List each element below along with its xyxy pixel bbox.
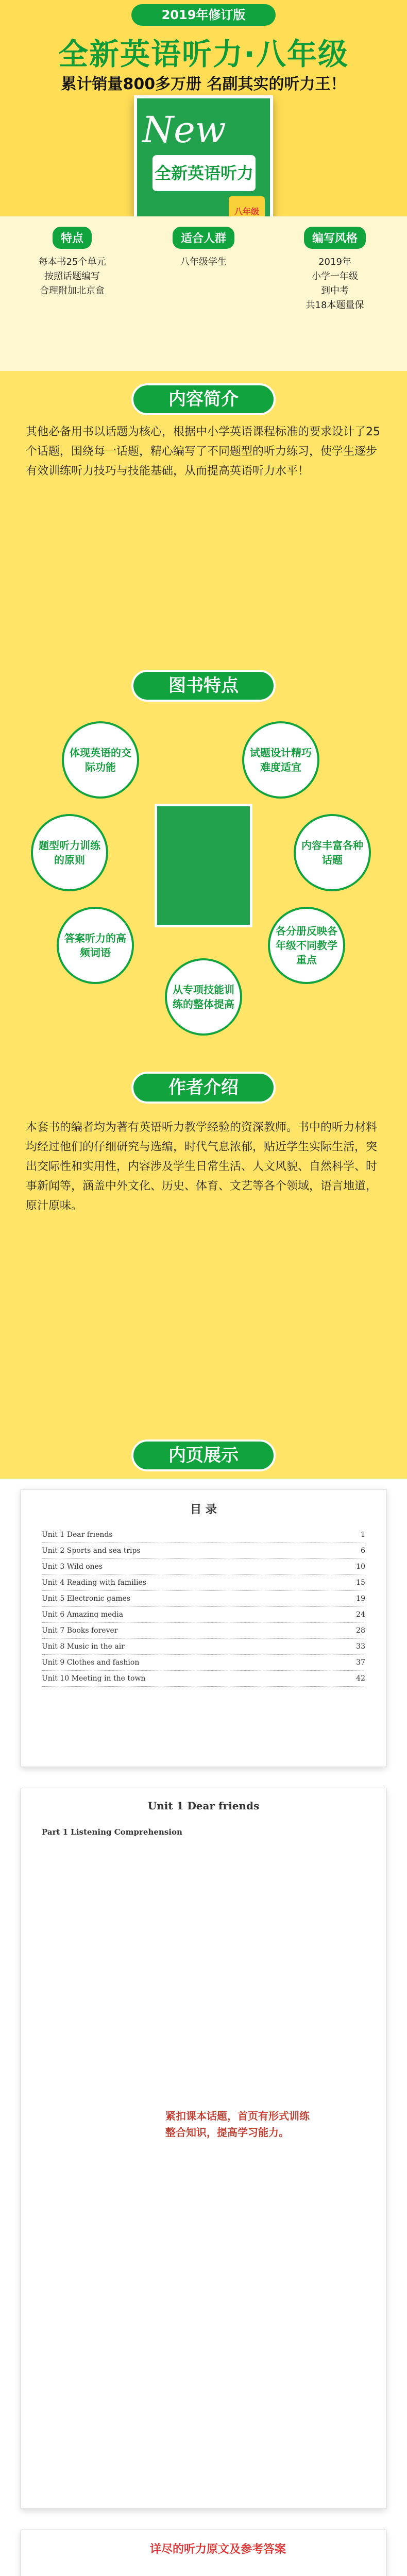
book-features-heading: 图书特点: [131, 670, 276, 702]
book-grade: 八年级: [229, 196, 265, 216]
toc-unit-name: Unit 4 Reading with families: [42, 1579, 147, 1587]
author-text: 本套书的编者均为著有英语听力教学经验的资深教师。书中的听力材料均经过他们的仔细研究与选编，时代气息浓郁，贴近学生实际生活，突出交际性和实用性，内容涉及学生日常生活、人文风貌、自然科学、时事新闻等，涵盖中外文化、历史、体育、文艺等各个领域，语言地道，原汁原味。: [26, 1121, 378, 1212]
toc-unit-page: 1: [361, 1531, 365, 1539]
main-title: 全新英语听力·八年级: [58, 37, 349, 72]
edition-badge: 2019年修订版: [131, 4, 276, 26]
toc-unit-page: 24: [356, 1611, 365, 1619]
answers-page: [21, 2530, 386, 2576]
toc-unit-name: Unit 8 Music in the air: [42, 1642, 125, 1651]
toc-unit-name: Unit 3 Wild ones: [42, 1563, 103, 1571]
toc-unit-page: 28: [356, 1626, 365, 1635]
feature-body: 八年级学生: [180, 257, 227, 267]
feature-bubble: 体现英语的交际功能: [62, 721, 139, 799]
intro-heading: 内容简介: [131, 383, 276, 415]
toc-unit-page: 6: [361, 1547, 365, 1555]
toc-unit-page: 33: [356, 1642, 365, 1651]
toc-row: [42, 1623, 365, 1639]
feature-body: 每本书25个单元 按照话题编写 合理附加北京盒: [38, 257, 106, 296]
feature-heading: 适合人群: [173, 227, 234, 249]
toc-unit-page: 19: [356, 1595, 365, 1603]
tagline: 累计销量800多万册 名副其实的听力王！: [61, 75, 346, 93]
toc-list: [42, 1527, 365, 1687]
feature-bubble: 题型听力训练的原则: [31, 814, 108, 891]
toc-title: 目 录: [190, 1503, 217, 1516]
intro-section: [0, 371, 407, 659]
feature-bubble: 内容丰富各种话题: [294, 814, 371, 891]
contents-banner: [0, 1432, 407, 1479]
feature-1: [10, 227, 134, 298]
toc-row: [42, 1607, 365, 1623]
toc-row: [42, 1655, 365, 1671]
toc-unit-name: Unit 10 Meeting in the town: [42, 1674, 146, 1683]
header-banner: [0, 0, 407, 216]
toc-unit-name: Unit 9 Clothes and fashion: [42, 1658, 140, 1667]
feature-bubble: 从专项技能训练的整体提高: [165, 958, 242, 1036]
book-features-section: [0, 659, 407, 1061]
feature-heading: 特点: [53, 227, 92, 249]
toc-row: [42, 1591, 365, 1607]
toc-page: [21, 1489, 386, 1767]
toc-row: [42, 1543, 365, 1559]
answers-caption: 详尽的听力原文及参考答案: [150, 2543, 286, 2556]
toc-row: [42, 1559, 365, 1575]
toc-unit-page: 42: [356, 1674, 365, 1683]
toc-unit-name: Unit 2 Sports and sea trips: [42, 1547, 141, 1555]
toc-unit-name: Unit 7 Books forever: [42, 1626, 118, 1635]
toc-unit-name: Unit 6 Amazing media: [42, 1611, 124, 1619]
part-title: Part 1 Listening Comprehension: [42, 1827, 182, 1837]
feature-bubble: 各分册反映各年级不同教学重点: [268, 907, 345, 984]
contents-heading: 内页展示: [131, 1439, 276, 1471]
book-cover: [134, 95, 273, 216]
book-new-word: New: [142, 109, 226, 151]
toc-unit-page: 37: [356, 1658, 365, 1667]
toc-unit-name: Unit 1 Dear friends: [42, 1531, 113, 1539]
toc-unit-page: 10: [356, 1563, 365, 1571]
author-heading: 作者介绍: [131, 1072, 276, 1104]
center-book-image: [155, 804, 252, 927]
toc-row: [42, 1639, 365, 1655]
feature-3: [273, 227, 397, 313]
feature-bubble: 答案听力的高频词语: [57, 907, 134, 984]
author-section: [0, 1061, 407, 1432]
feature-body: 2019年 小学一年级 到中考 共18本题量保: [306, 257, 364, 311]
book-title: 全新英语听力: [152, 155, 256, 191]
toc-unit-name: Unit 5 Electronic games: [42, 1595, 131, 1603]
toc-row: [42, 1575, 365, 1591]
toc-row: [42, 1671, 365, 1687]
toc-unit-page: 15: [356, 1579, 365, 1587]
feature-heading: 编写风格: [304, 227, 366, 249]
intro-text: 其他必备用书以话题为核心，根据中小学英语课程标准的要求设计了25个话题，围绕每一话题，精心编写了不同题型的听力练习，使学生逐步有效训练听力技巧与技能基础，从而提高英语听力水平！: [26, 426, 380, 478]
feature-bubble: 试题设计精巧难度适宜: [242, 721, 319, 799]
unit-page: [21, 1788, 386, 2509]
features-section: [0, 216, 407, 371]
toc-row: [42, 1527, 365, 1543]
callout: 紧扣课本话题，首页有形式训练 整合知识，提高学习能力。: [165, 2110, 310, 2139]
unit-title: Unit 1 Dear friends: [147, 1800, 260, 1812]
feature-2: [142, 227, 265, 269]
